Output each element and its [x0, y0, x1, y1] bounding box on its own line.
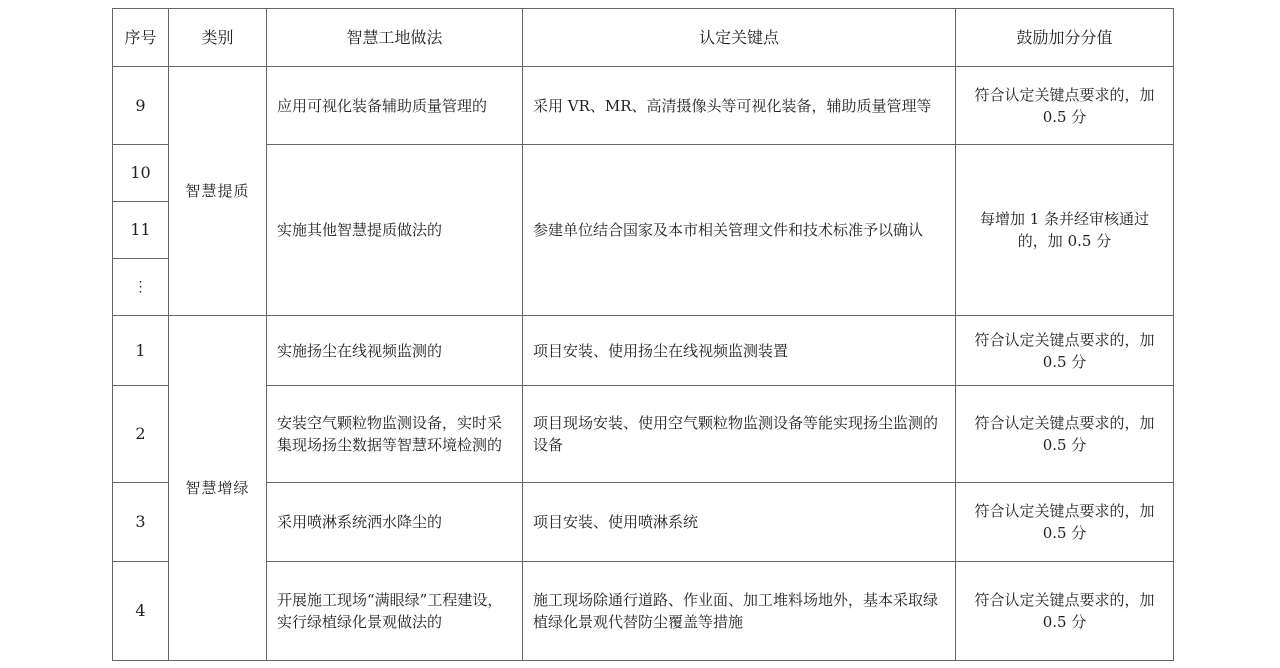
key-points-cell: 参建单位结合国家及本市相关管理文件和技术标准予以确认 — [523, 145, 956, 316]
practice-cell: 实施其他智慧提质做法的 — [267, 145, 523, 316]
row-no-ellipsis: ⋮ — [113, 259, 169, 316]
scoring-table — [112, 8, 1174, 661]
score-cell: 符合认定关键点要求的，加 0.5 分 — [956, 67, 1174, 145]
key-points-cell: 项目安装、使用喷淋系统 — [523, 483, 956, 562]
header-row — [113, 9, 1174, 67]
row-no: 1 — [113, 316, 169, 386]
header-score: 鼓励加分分值 — [956, 9, 1174, 67]
header-key-points: 认定关键点 — [523, 9, 956, 67]
header-practice: 智慧工地做法 — [267, 9, 523, 67]
key-points-cell: 施工现场除通行道路、作业面、加工堆料场地外，基本采取绿植绿化景观代替防尘覆盖等措施 — [523, 562, 956, 661]
key-points-cell: 采用 VR、MR、高清摄像头等可视化装备，辅助质量管理等 — [523, 67, 956, 145]
practice-cell: 应用可视化装备辅助质量管理的 — [267, 67, 523, 145]
row-no: 4 — [113, 562, 169, 661]
row-no: 11 — [113, 202, 169, 259]
table-row — [113, 67, 1174, 145]
header-category: 类别 — [169, 9, 267, 67]
row-no: 9 — [113, 67, 169, 145]
category-cell: 智慧增绿 — [169, 316, 267, 661]
table-row — [113, 145, 1174, 202]
practice-cell: 安装空气颗粒物监测设备，实时采集现场扬尘数据等智慧环境检测的 — [267, 386, 523, 483]
practice-cell: 采用喷淋系统洒水降尘的 — [267, 483, 523, 562]
row-no: 2 — [113, 386, 169, 483]
practice-cell: 开展施工现场“满眼绿”工程建设，实行绿植绿化景观做法的 — [267, 562, 523, 661]
key-points-cell: 项目安装、使用扬尘在线视频监测装置 — [523, 316, 956, 386]
table-row — [113, 316, 1174, 386]
table-row — [113, 483, 1174, 562]
row-no: 10 — [113, 145, 169, 202]
key-points-cell: 项目现场安装、使用空气颗粒物监测设备等能实现扬尘监测的设备 — [523, 386, 956, 483]
score-cell: 符合认定关键点要求的，加 0.5 分 — [956, 316, 1174, 386]
score-cell: 符合认定关键点要求的，加 0.5 分 — [956, 562, 1174, 661]
category-cell: 智慧提质 — [169, 67, 267, 316]
table-row — [113, 386, 1174, 483]
score-cell: 符合认定关键点要求的，加 0.5 分 — [956, 483, 1174, 562]
row-no: 3 — [113, 483, 169, 562]
practice-cell: 实施扬尘在线视频监测的 — [267, 316, 523, 386]
header-no: 序号 — [113, 9, 169, 67]
score-cell: 每增加 1 条并经审核通过的，加 0.5 分 — [956, 145, 1174, 316]
score-cell: 符合认定关键点要求的，加 0.5 分 — [956, 386, 1174, 483]
table-row — [113, 562, 1174, 661]
